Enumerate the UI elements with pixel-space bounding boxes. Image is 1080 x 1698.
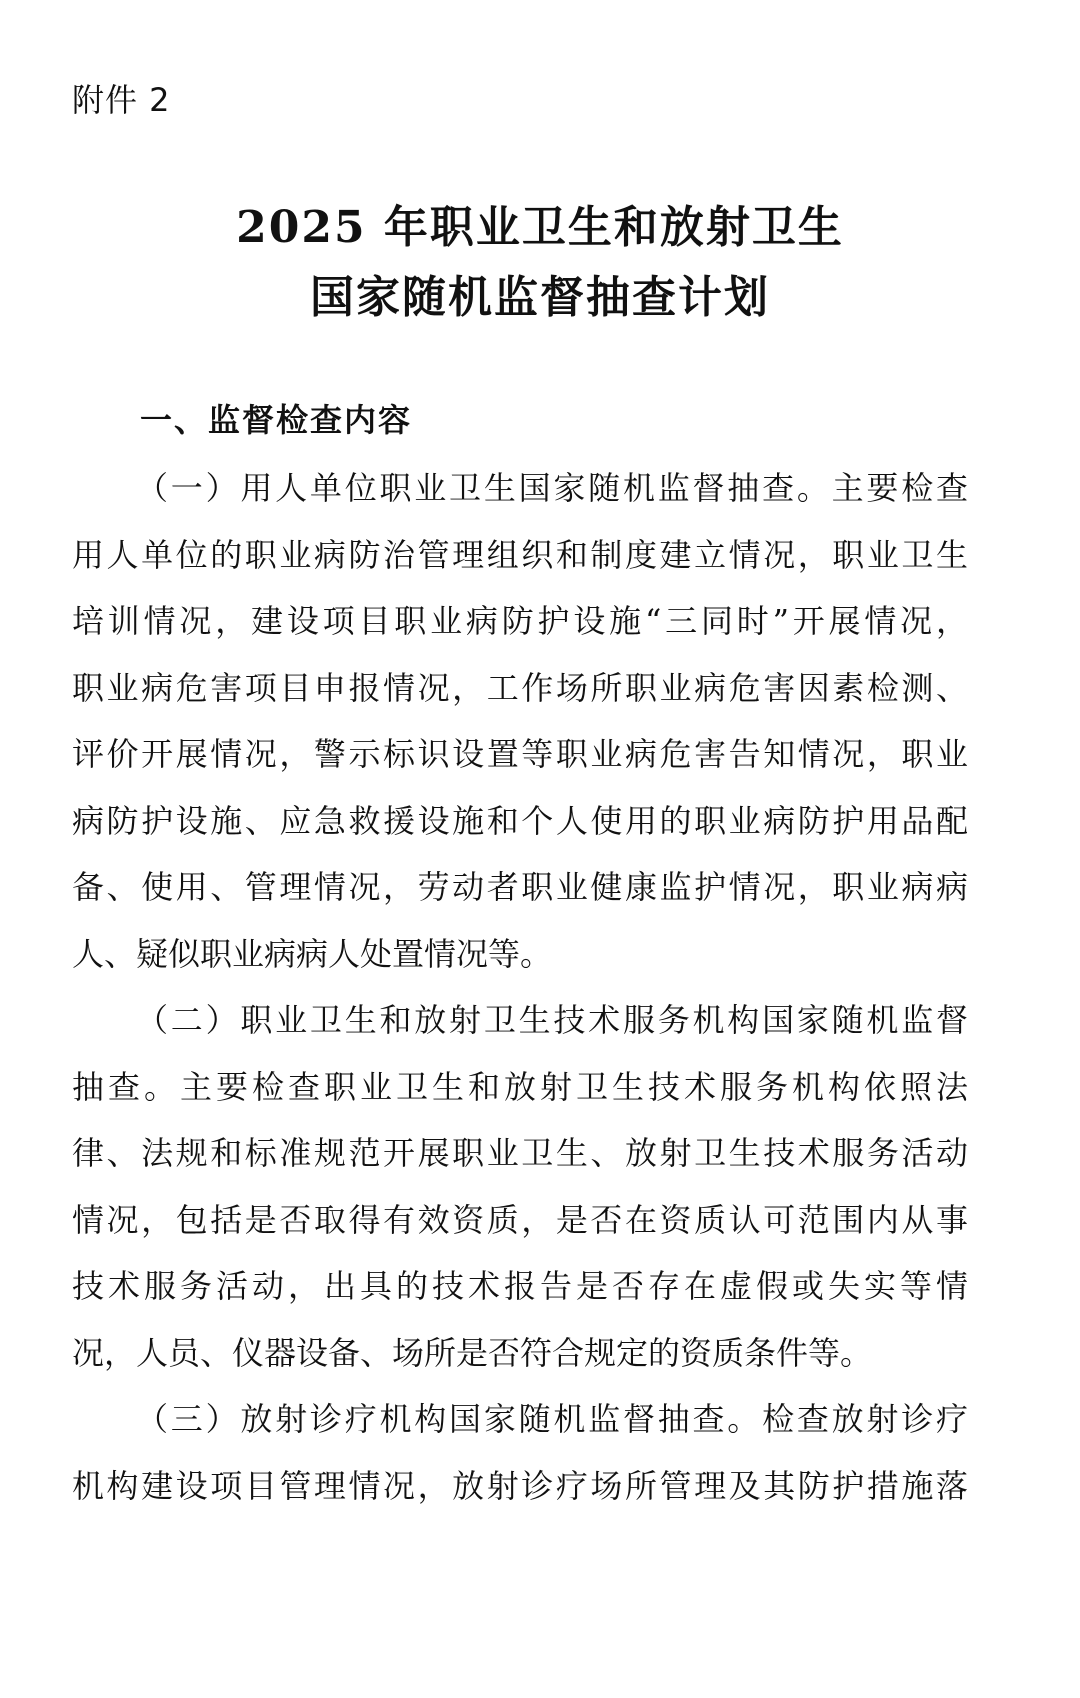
attachment-label: 附件 2 xyxy=(72,81,171,119)
body-text xyxy=(72,455,968,1519)
section-heading: 一、监督检查内容 xyxy=(140,401,413,439)
paragraph-line-8: 人、疑似职业病病人处置情况等。 xyxy=(72,934,553,973)
paragraph-line-13: 技术服务活动，出具的技术报告是否存在虚假或失实等情 xyxy=(72,1267,968,1305)
paragraph-line-12: 情况，包括是否取得有效资质，是否在资质认可范围内从事 xyxy=(72,1200,968,1239)
paragraph-line-7: 备、使用、管理情况，劳动者职业健康监护情况，职业病病 xyxy=(72,868,968,906)
paragraph-line-14: 况，人员、仪器设备、场所是否符合规定的资质条件等。 xyxy=(72,1333,873,1372)
document-title-line-2: 国家随机监督抽查计划 xyxy=(310,272,770,323)
paragraph-line-5: 评价开展情况，警示标识设置等职业病危害告知情况，职业 xyxy=(72,735,968,773)
paragraph-line-16: 机构建设项目管理情况，放射诊疗场所管理及其防护措施落 xyxy=(72,1466,968,1505)
paragraph-line-3: 培训情况，建设项目职业病防护设施“三同时”开展情况， xyxy=(72,602,968,640)
paragraph-line-1: （一）用人单位职业卫生国家随机监督抽查。主要检查 xyxy=(136,469,968,507)
paragraph-line-15: （三）放射诊疗机构国家随机监督抽查。检查放射诊疗 xyxy=(136,1400,968,1438)
paragraph-line-6: 病防护设施、应急救援设施和个人使用的职业病防护用品配 xyxy=(72,801,968,840)
document-title-line-1: 2025 年职业卫生和放射卫生 xyxy=(236,202,844,253)
paragraph-line-9: （二）职业卫生和放射卫生技术服务机构国家随机监督 xyxy=(136,1001,968,1039)
paragraph-line-10: 抽查。主要检查职业卫生和放射卫生技术服务机构依照法 xyxy=(72,1067,968,1106)
paragraph-line-4: 职业病危害项目申报情况，工作场所职业病危害因素检测、 xyxy=(72,668,968,707)
paragraph-line-11: 律、法规和标准规范开展职业卫生、放射卫生技术服务活动 xyxy=(72,1134,968,1172)
paragraph-line-2: 用人单位的职业病防治管理组织和制度建立情况，职业卫生 xyxy=(72,535,968,574)
